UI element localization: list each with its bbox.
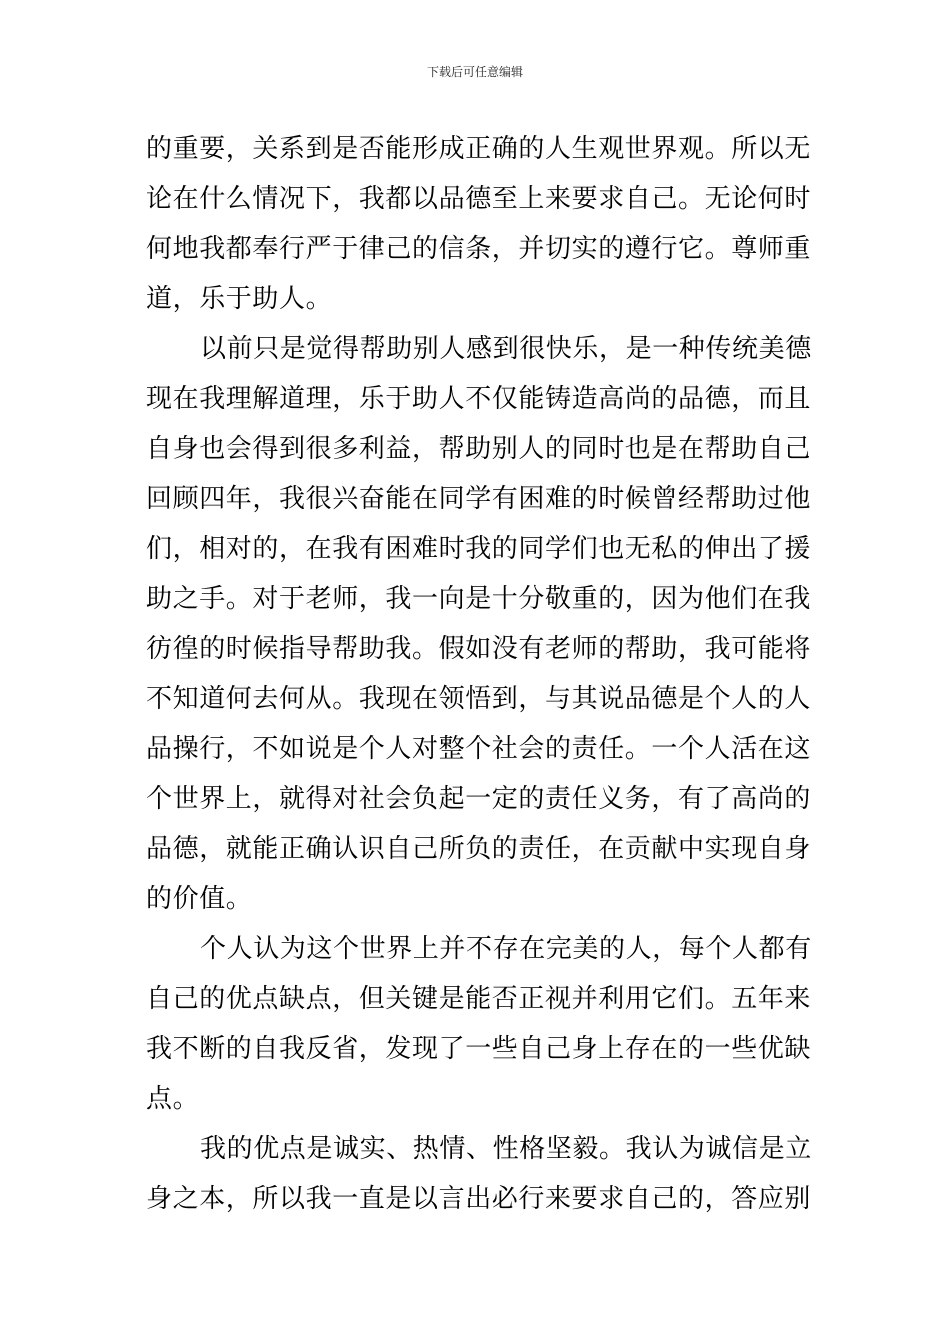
text-line: 回顾四年，我很兴奋能在同学有困难的时候曾经帮助过他 xyxy=(146,484,812,514)
text-line: 的重要，关系到是否能形成正确的人生观世界观。所以无 xyxy=(146,134,812,164)
text-line: 何地我都奉行严于律己的信条，并切实的遵行它。尊师重 xyxy=(146,234,812,264)
text-line: 点。 xyxy=(146,1084,200,1114)
text-line: 现在我理解道理，乐于助人不仅能铸造高尚的品德，而且 xyxy=(146,384,812,414)
paragraph-start-line: 以前只是觉得帮助别人感到很快乐，是一种传统美德 xyxy=(200,334,812,364)
text-line: 自身也会得到很多利益，帮助别人的同时也是在帮助自己 xyxy=(146,434,812,464)
text-line: 自己的优点缺点，但关键是能否正视并利用它们。五年来 xyxy=(146,984,812,1014)
text-line: 的价值。 xyxy=(146,884,253,914)
text-line: 个世界上，就得对社会负起一定的责任义务，有了高尚的 xyxy=(146,784,812,814)
text-line: 们，相对的，在我有困难时我的同学们也无私的伸出了援 xyxy=(146,534,812,564)
text-line: 助之手。对于老师，我一向是十分敬重的，因为他们在我 xyxy=(146,584,812,614)
body-text xyxy=(146,124,818,1224)
text-line: 品操行，不如说是个人对整个社会的责任。一个人活在这 xyxy=(146,734,812,764)
text-line: 品德，就能正确认识自己所负的责任，在贡献中实现自身 xyxy=(146,834,812,864)
text-line: 彷徨的时候指导帮助我。假如没有老师的帮助，我可能将 xyxy=(146,634,812,664)
paragraph-start-line: 个人认为这个世界上并不存在完美的人，每个人都有 xyxy=(200,934,812,964)
text-line: 论在什么情况下，我都以品德至上来要求自己。无论何时 xyxy=(146,184,812,214)
paragraph-start-line: 我的优点是诚实、热情、性格坚毅。我认为诚信是立 xyxy=(200,1134,812,1164)
page-header: 下载后可任意编辑 xyxy=(426,65,523,79)
text-line: 身之本，所以我一直是以言出必行来要求自己的，答应别 xyxy=(146,1184,812,1214)
text-line: 道，乐于助人。 xyxy=(146,284,333,314)
text-line: 不知道何去何从。我现在领悟到，与其说品德是个人的人 xyxy=(146,684,812,714)
text-line: 我不断的自我反省，发现了一些自己身上存在的一些优缺 xyxy=(146,1034,812,1064)
